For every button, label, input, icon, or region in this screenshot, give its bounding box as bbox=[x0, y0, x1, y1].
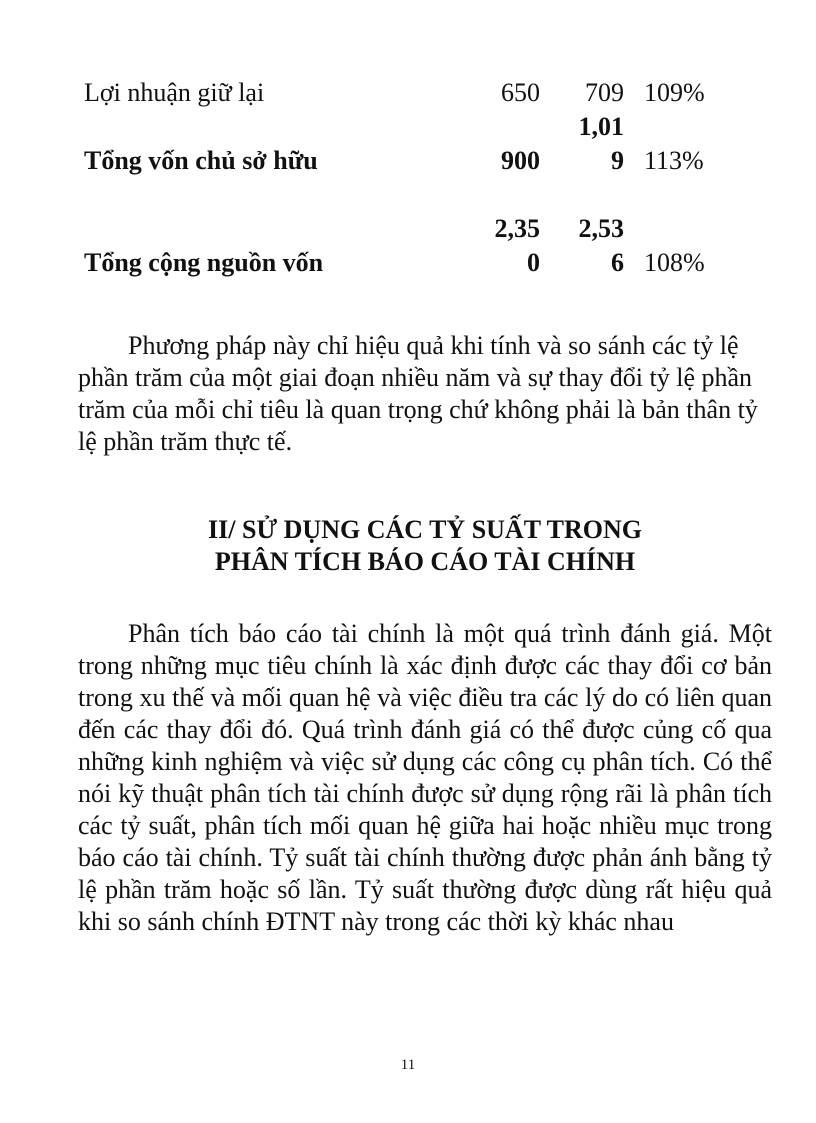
paragraph-method-note bbox=[78, 330, 772, 458]
paragraph-analysis bbox=[78, 618, 772, 938]
page-number: 11 bbox=[400, 1057, 416, 1073]
table-row bbox=[84, 78, 724, 110]
row-value-col2-line1: 2,53 bbox=[578, 214, 624, 243]
heading-line-2: PHÂN TÍCH BÁO CÁO TÀI CHÍNH bbox=[214, 547, 636, 576]
heading-line-1: II/ SỬ DỤNG CÁC TỶ SUẤT TRONG bbox=[208, 515, 642, 544]
row-percent: 113% bbox=[644, 146, 704, 175]
row-label: Tổng cộng nguồn vốn bbox=[84, 248, 324, 277]
row-value-col2-line2: 9 bbox=[611, 146, 624, 175]
table-row bbox=[84, 110, 724, 178]
section-heading bbox=[78, 514, 772, 578]
row-label: Lợi nhuận giữ lại bbox=[84, 78, 265, 107]
row-value-col1-line1: 2,35 bbox=[494, 214, 540, 243]
row-value-col1-line2: 0 bbox=[527, 248, 540, 277]
row-percent: 108% bbox=[644, 248, 705, 277]
paragraph-text: Phương pháp này chỉ hiệu quả khi tính và so sánh các tỷ lệ phần trăm của một giai đoạn nhiều năm và sự thay đổi tỷ lệ phần trăm của mỗi chỉ tiêu là quan trọng chứ không phải là bản thân tỷ lệ phần trăm thực tế. bbox=[78, 331, 758, 456]
row-value-col1: 650 bbox=[501, 78, 540, 107]
row-value-col2-line1: 1,01 bbox=[578, 112, 624, 141]
row-label: Tổng vốn chủ sở hữu bbox=[84, 146, 318, 175]
paragraph-text: Phân tích báo cáo tài chính là một quá trình đánh giá. Một trong những mục tiêu chính là xác định được các thay đổi cơ bản trong xu thế và mối quan hệ và việc điều tra các lý do có liên quan đến các thay đổi đó. Quá trình đánh giá có thể được củng cố qua những kinh nghiệm và việc sử dụng các công cụ phân tích. Có thể nói kỹ thuật phân tích tài chính được sử dụng rộng rãi là phân tích các tỷ suất, phân tích mối quan hệ giữa hai hoặc nhiều mục trong báo cáo tài chính. Tỷ suất tài chính thường được phản ánh bằng tỷ lệ phần trăm hoặc số lần. Tỷ suất thường được dùng rất hiệu quả khi so sánh chính ĐTNT này trong các thời kỳ khác nhau bbox=[78, 619, 772, 936]
row-value-col2: 709 bbox=[585, 78, 624, 107]
row-value-col2-line2: 6 bbox=[611, 248, 624, 277]
row-value-col1: 900 bbox=[501, 146, 540, 175]
table-row bbox=[84, 212, 724, 280]
row-percent: 109% bbox=[644, 78, 705, 107]
